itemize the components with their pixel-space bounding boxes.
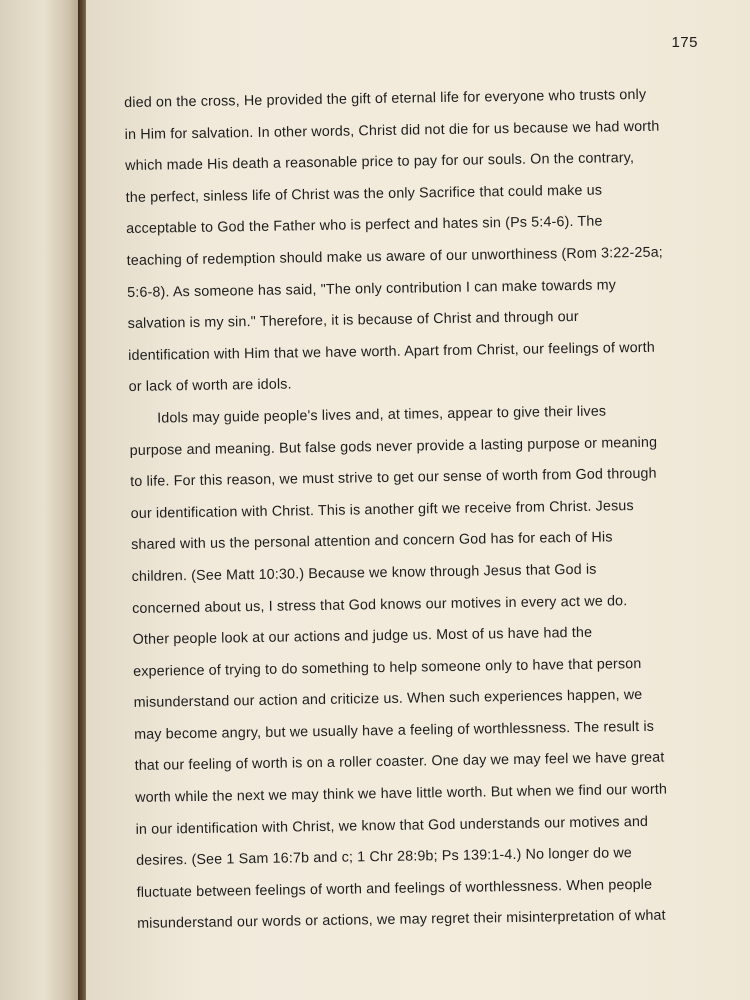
- text-line: misunderstand our words or actions, we may regret their misinterpretation of what: [137, 908, 666, 933]
- text-line: shared with us the personal attention and concern God has for each of His: [131, 529, 613, 554]
- text-line: the perfect, sinless life of Christ was the only Sacrifice that could make us: [125, 182, 603, 206]
- text-line: Other people look at our actions and judge us. Most of us have had the: [132, 624, 593, 649]
- left-page-edge: [0, 0, 80, 1000]
- text-line: fluctuate between feelings of worth and feelings of worthlessness. When people: [136, 876, 653, 901]
- text-line: in our identification with Christ, we know that God understands our motives and: [135, 813, 649, 838]
- text-line: 5:6-8). As someone has said, "The only contribution I can make towards my: [127, 276, 617, 301]
- text-line: concerned about us, I stress that God knows our motives in every act we do.: [132, 592, 628, 617]
- text-line: acceptable to God the Father who is perfect and hates sin (Ps 5:4-6). The: [126, 213, 603, 238]
- text-line: to life. For this reason, we must strive to get our sense of worth from God through: [130, 465, 657, 491]
- text-line: identification with Him that we have worth. Apart from Christ, our feelings of worth: [128, 339, 655, 364]
- text-line: our identification with Christ. This is another gift we receive from Christ. Jesus: [130, 497, 634, 522]
- text-line: desires. (See 1 Sam 16:7b and c; 1 Chr 28:9b; Ps 139:1-4.) No longer do we: [136, 845, 633, 870]
- text-line: worth while the next we may think we have little worth. But when we find our worth: [135, 781, 668, 806]
- text-line: children. (See Matt 10:30.) Because we know through Jesus that God is: [131, 561, 597, 585]
- page-body-text: [124, 79, 717, 941]
- text-line: that our feeling of worth is on a roller coaster. One day we may feel we have great: [134, 750, 665, 775]
- text-line: may become angry, but we usually have a feeling of worthlessness. The result is: [134, 718, 655, 743]
- page-number: 175: [671, 34, 698, 51]
- text-line: purpose and meaning. But false gods never provide a lasting purpose or meaning: [129, 434, 658, 459]
- text-line: in Him for salvation. In other words, Christ did not die for us because we had worth: [124, 118, 660, 143]
- text-line: which made His death a reasonable price to pay for our souls. On the contrary,: [125, 150, 635, 175]
- text-line: or lack of worth are idols.: [128, 376, 292, 396]
- right-page: [86, 0, 750, 1000]
- paragraph-first-line: Idols may guide people's lives and, at times, appear to give their lives: [157, 403, 607, 427]
- text-line: experience of trying to do something to help someone only to have that person: [133, 655, 642, 680]
- text-line: died on the cross, He provided the gift of eternal life for everyone who trusts only: [124, 86, 647, 111]
- text-line: teaching of redemption should make us aware of our unworthiness (Rom 3:22-25a;: [126, 244, 663, 269]
- text-line: misunderstand our action and criticize us. When such experiences happen, we: [133, 687, 643, 712]
- text-line: salvation is my sin." Therefore, it is because of Christ and through our: [127, 309, 579, 333]
